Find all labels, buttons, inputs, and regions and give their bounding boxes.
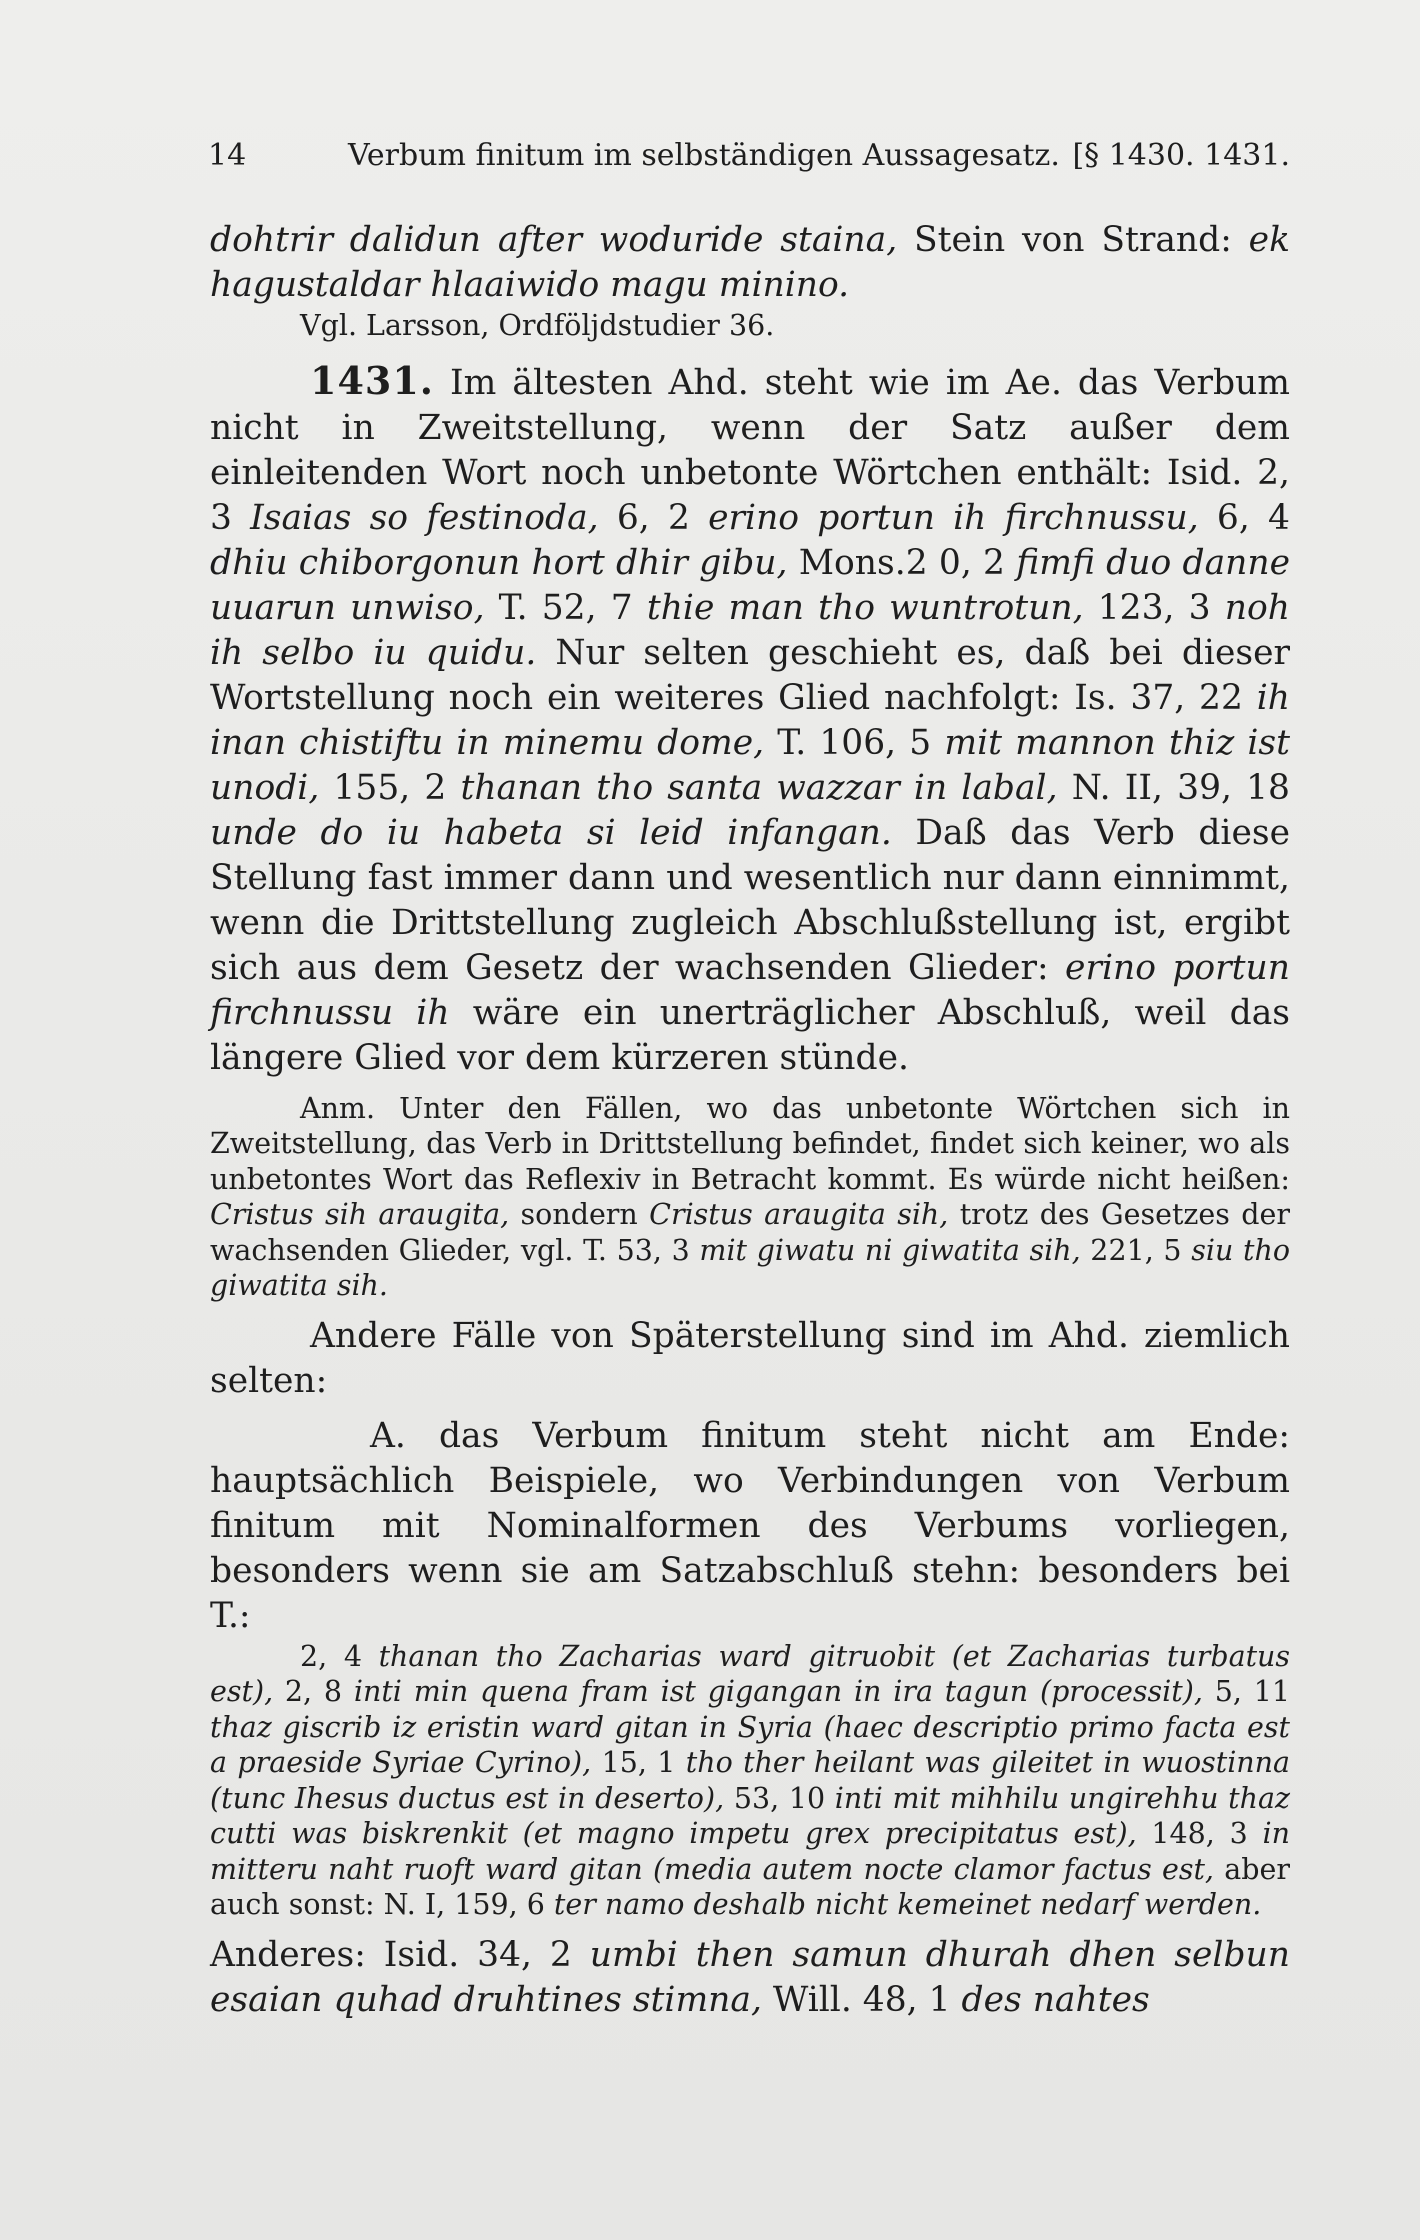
italic-citation: fimfi duo danne uuarun unwiso,: [210, 542, 1290, 628]
text-segment: Anm. Unter den Fällen, wo das unbetonte Wörtchen sich in Zweitstellung, das Verb in Drittstellung befindet, findet sich keiner, wo als unbetontes Wort das Reflexiv in Betracht kommt. Es würde nicht heißen:: [210, 1091, 1290, 1196]
text-segment: 5, 11: [1202, 1675, 1290, 1708]
text-segment: Andere Fälle von Späterstellung sind im Ahd. ziemlich selten:: [210, 1315, 1290, 1401]
section-reference: [§ 1430. 1431.: [1072, 138, 1290, 173]
running-title: Verbum finitum im selbständigen Aussagesatz.: [348, 138, 1060, 173]
text-segment: Stein von Strand:: [897, 220, 1249, 260]
italic-citation: thie man tho wuntrotun,: [646, 587, 1084, 628]
italic-citation: ih inan chistiftu in minemu dome,: [210, 677, 1290, 763]
italic-citation: Isaias so festinoda,: [250, 497, 599, 538]
page-number: 14: [208, 138, 247, 173]
italic-citation: umbi then samun dhurah dhen selbun esaian quhad druhtines stimna,: [210, 1934, 1290, 2020]
text-segment: 6, 4: [1198, 497, 1290, 538]
paragraph: [210, 1933, 1290, 2023]
paragraph: [210, 1091, 1290, 1304]
text-segment: 155, 2: [319, 767, 461, 808]
text-segment: Will. 48, 1: [761, 1979, 962, 2020]
text-segment: 6, 2: [598, 497, 709, 538]
text-segment: Anderes: Isid. 34, 2: [210, 1934, 590, 1975]
text-segment: trotz des Gesetzes der wachsenden Glieder, vgl. T. 53, 3: [210, 1198, 1290, 1267]
italic-citation: in mitteru naht ruoft ward gitan (media autem nocte clamor factus est,: [210, 1817, 1290, 1886]
text-segment: 221, 5: [1080, 1233, 1192, 1267]
section-number: 1431.: [310, 357, 434, 403]
italic-citation: unde do iu habeta si leid infangan.: [210, 812, 892, 853]
text-segment: 2, 4: [300, 1639, 379, 1673]
italic-citation: tho ther heilant was gileitet in wuostinna (tunc Ihesus ductus est in deserto),: [210, 1746, 1291, 1815]
text-segment: 2, 8: [273, 1675, 354, 1708]
paragraph: [210, 1414, 1290, 1639]
text-segment: wäre ein unerträglicher Abschluß, weil das längere Glied vor dem kürzeren stünde.: [210, 992, 1290, 1078]
italic-citation: siu tho giwatita sih.: [210, 1233, 1290, 1302]
text-segment: sondern: [509, 1198, 650, 1231]
text-segment: Mons.2 0, 2: [787, 542, 1017, 583]
italic-citation: des nahtes: [961, 1979, 1150, 2020]
italic-citation: erino portun ih firchnussu,: [708, 497, 1199, 538]
paragraph: [210, 308, 1290, 344]
text-segment: 123, 3: [1083, 587, 1225, 628]
text-segment: aber auch sonst: N. I, 159, 6: [210, 1852, 1290, 1921]
italic-citation: erino portun firchnussu ih: [210, 947, 1290, 1033]
text-segment: Nur selten geschieht es, daß bei dieser Wortstellung noch ein weiteres Glied nachfolgt: Is. 37, 22: [210, 632, 1290, 718]
text-segment: Vgl. Larsson, Ordföljdstudier 36.: [300, 309, 775, 342]
italic-citation: dhiu chiborgonun hort dhir gibu,: [210, 542, 788, 583]
italic-citation: ter namo deshalb nicht kemeinet nedarf werden.: [553, 1888, 1262, 1921]
text-segment: Daß das Verb diese Stellung fast immer dann und wesentlich nur dann einnimmt, wenn die Drittstellung zugleich Abschlußstellung ist, ergibt sich aus dem Gesetz der wachsenden Glieder:: [210, 812, 1290, 988]
italic-citation: Cristus sih araugita,: [210, 1198, 510, 1231]
running-header: [208, 138, 1290, 173]
text-segment: N. II, 39, 18: [1057, 767, 1291, 808]
page-body: [210, 218, 1290, 2023]
text-segment: T. 52, 7: [484, 587, 647, 628]
paragraph: [210, 1314, 1290, 1404]
paragraph: [210, 218, 1290, 308]
italic-citation: mit mannon thiz ist unodi,: [210, 722, 1290, 808]
italic-citation: thanan tho santa wazzar in labal,: [460, 767, 1058, 808]
text-segment: T. 106, 5: [764, 722, 945, 763]
italic-citation: thanan tho Zacharias ward gitruobit (et Zacharias turbatus est),: [210, 1639, 1290, 1708]
paragraph: [210, 358, 1290, 1081]
paragraph: [210, 1639, 1290, 1923]
italic-citation: Cristus araugita sih,: [649, 1198, 949, 1231]
italic-citation: inti mit mihhilu ungirehhu thaz cutti was biskrenkit (et magno impetu grex precipitatus est),: [210, 1781, 1290, 1850]
italic-citation: dohtrir dalidun after woduride staina,: [210, 220, 898, 260]
text-segment: 148, 3: [1136, 1817, 1263, 1850]
italic-citation: mit giwatu ni giwatita sih,: [699, 1233, 1081, 1267]
text-segment: 15, 1: [591, 1746, 686, 1779]
text-segment: Im ältesten Ahd. steht wie im Ae. das Verbum nicht in Zweitstellung, wenn der Satz außer dem einleitenden Wort noch unbetonte Wörtchen enthält: Isid. 2, 3: [210, 362, 1290, 538]
text-segment: A. das Verbum finitum steht nicht am Ende: hauptsächlich Beispiele, wo Verbindungen von Verbum finitum mit Nominalformen des Verbums vorliegen, besonders wenn sie am Satzabschluß stehn: besonders bei T.:: [210, 1415, 1290, 1636]
italic-citation: ek hagustaldar hlaaiwido magu minino.: [210, 220, 1290, 305]
italic-citation: inti min quena fram ist gigangan in ira tagun (processit),: [353, 1675, 1203, 1708]
text-segment: 53, 10: [724, 1781, 835, 1815]
italic-citation: noh ih selbo iu quidu.: [210, 587, 1290, 673]
italic-citation: thaz giscrib iz eristin ward gitan in Syria (haec descriptio primo facta est a praeside Syriae Cyrino),: [210, 1710, 1290, 1779]
